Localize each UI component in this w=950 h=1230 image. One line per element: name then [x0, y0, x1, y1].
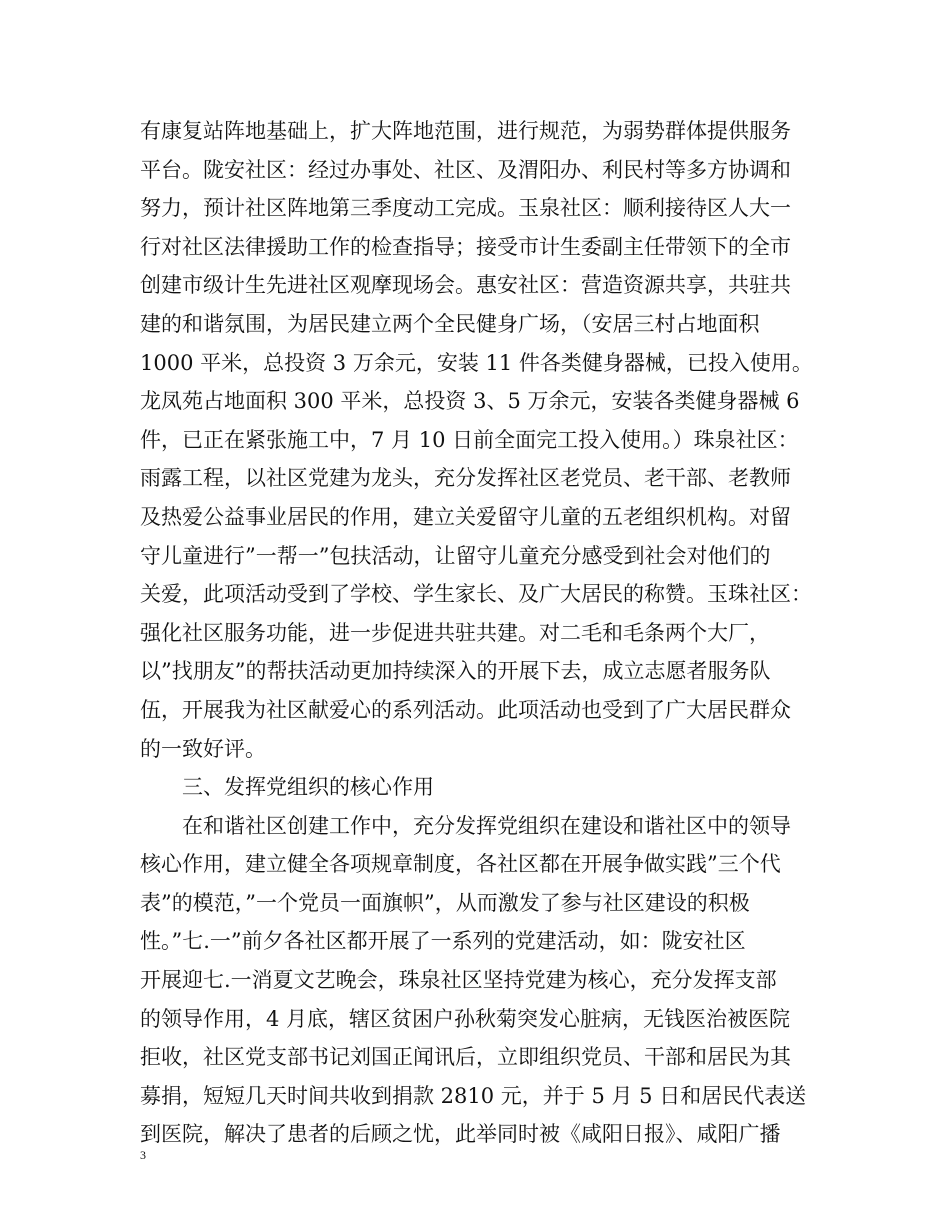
text-line: 平台。陇安社区：经过办事处、社区、及渭阳办、利民村等多方协调和 [140, 157, 791, 182]
text-line: 核心作用，建立健全各项规章制度，各社区都在开展争做实践”三个代 [140, 852, 781, 877]
text-line: 及热爱公益事业居民的作用，建立关爱留守儿童的五老组织机构。对留 [140, 504, 791, 529]
body-text [140, 112, 830, 1154]
text-line: 关爱，此项活动受到了学校、学生家长、及广大居民的称赞。玉珠社区： [140, 582, 812, 607]
text-line: 伍，开展我为社区献爱心的系列活动。此项活动也受到了广大居民群众 [140, 697, 791, 722]
text-line: 表”的模范，”一个党员一面旗帜”，从而激发了参与社区建设的积极 [140, 890, 750, 915]
text-line: 件，已正在紧张施工中，7 月 10 日前全面完工投入使用。）珠泉社区： [140, 427, 799, 452]
text-line: 有康复站阵地基础上，扩大阵地范围，进行规范，为弱势群体提供服务 [140, 119, 791, 143]
page-number: 3 [140, 1148, 146, 1162]
text-line: 募捐，短短几天时间共收到捐款 2810 元，并于 5 月 5 日和居民代表送 [140, 1083, 807, 1108]
text-line: 开展迎七.一消夏文艺晚会，珠泉社区坚持党建为核心，充分发挥支部 [140, 968, 777, 993]
text-line: 拒收，社区党支部书记刘国正闻讯后，立即组织党员、干部和居民为其 [140, 1045, 791, 1070]
text-line: 创建市级计生先进社区观摩现场会。惠安社区：营造资源共享，共驻共 [140, 273, 791, 298]
text-line: 以”找朋友”的帮扶活动更加持续深入的开展下去，成立志愿者服务队 [140, 659, 771, 684]
text-line: 到医院，解决了患者的后顾之忧，此举同时被《咸阳日报》、咸阳广播 [140, 1122, 781, 1147]
text-line: 强化社区服务功能，进一步促进共驻共建。对二毛和毛条两个大厂， [140, 620, 770, 645]
text-line: 的一致好评。 [140, 736, 266, 761]
text-line: 雨露工程，以社区党建为龙头，充分发挥社区老党员、老干部、老教师 [140, 466, 791, 491]
text-line: 性。”七.一”前夕各社区都开展了一系列的党建活动，如：陇安社区 [140, 929, 746, 954]
text-line: 在和谐社区创建工作中，充分发挥党组织在建设和谐社区中的领导 [182, 813, 791, 838]
text-line: 守儿童进行”一帮一”包扶活动，让留守儿童充分感受到社会对他们的 [140, 543, 771, 568]
text-line: 行对社区法律援助工作的检查指导；接受市计生委副主任带领下的全市 [140, 234, 791, 259]
section-heading: 三、发挥党组织的核心作用 [182, 775, 434, 800]
text-line: 努力，预计社区阵地第三季度动工完成。玉泉社区：顺利接待区人大一 [140, 196, 791, 221]
text-line: 建的和谐氛围，为居民建立两个全民健身广场，（安居三村占地面积 [140, 311, 760, 336]
text-line: 龙凤苑占地面积 300 平米，总投资 3、5 万余元，安装各类健身器械 6 [140, 389, 800, 414]
text-line: 的领导作用，4 月底，辖区贫困户孙秋菊突发心脏病，无钱医治被医院 [140, 1006, 791, 1031]
text-line: 1000 平米，总投资 3 万余元，安装 11 件各类健身器械，已投入使用。 [140, 350, 813, 375]
